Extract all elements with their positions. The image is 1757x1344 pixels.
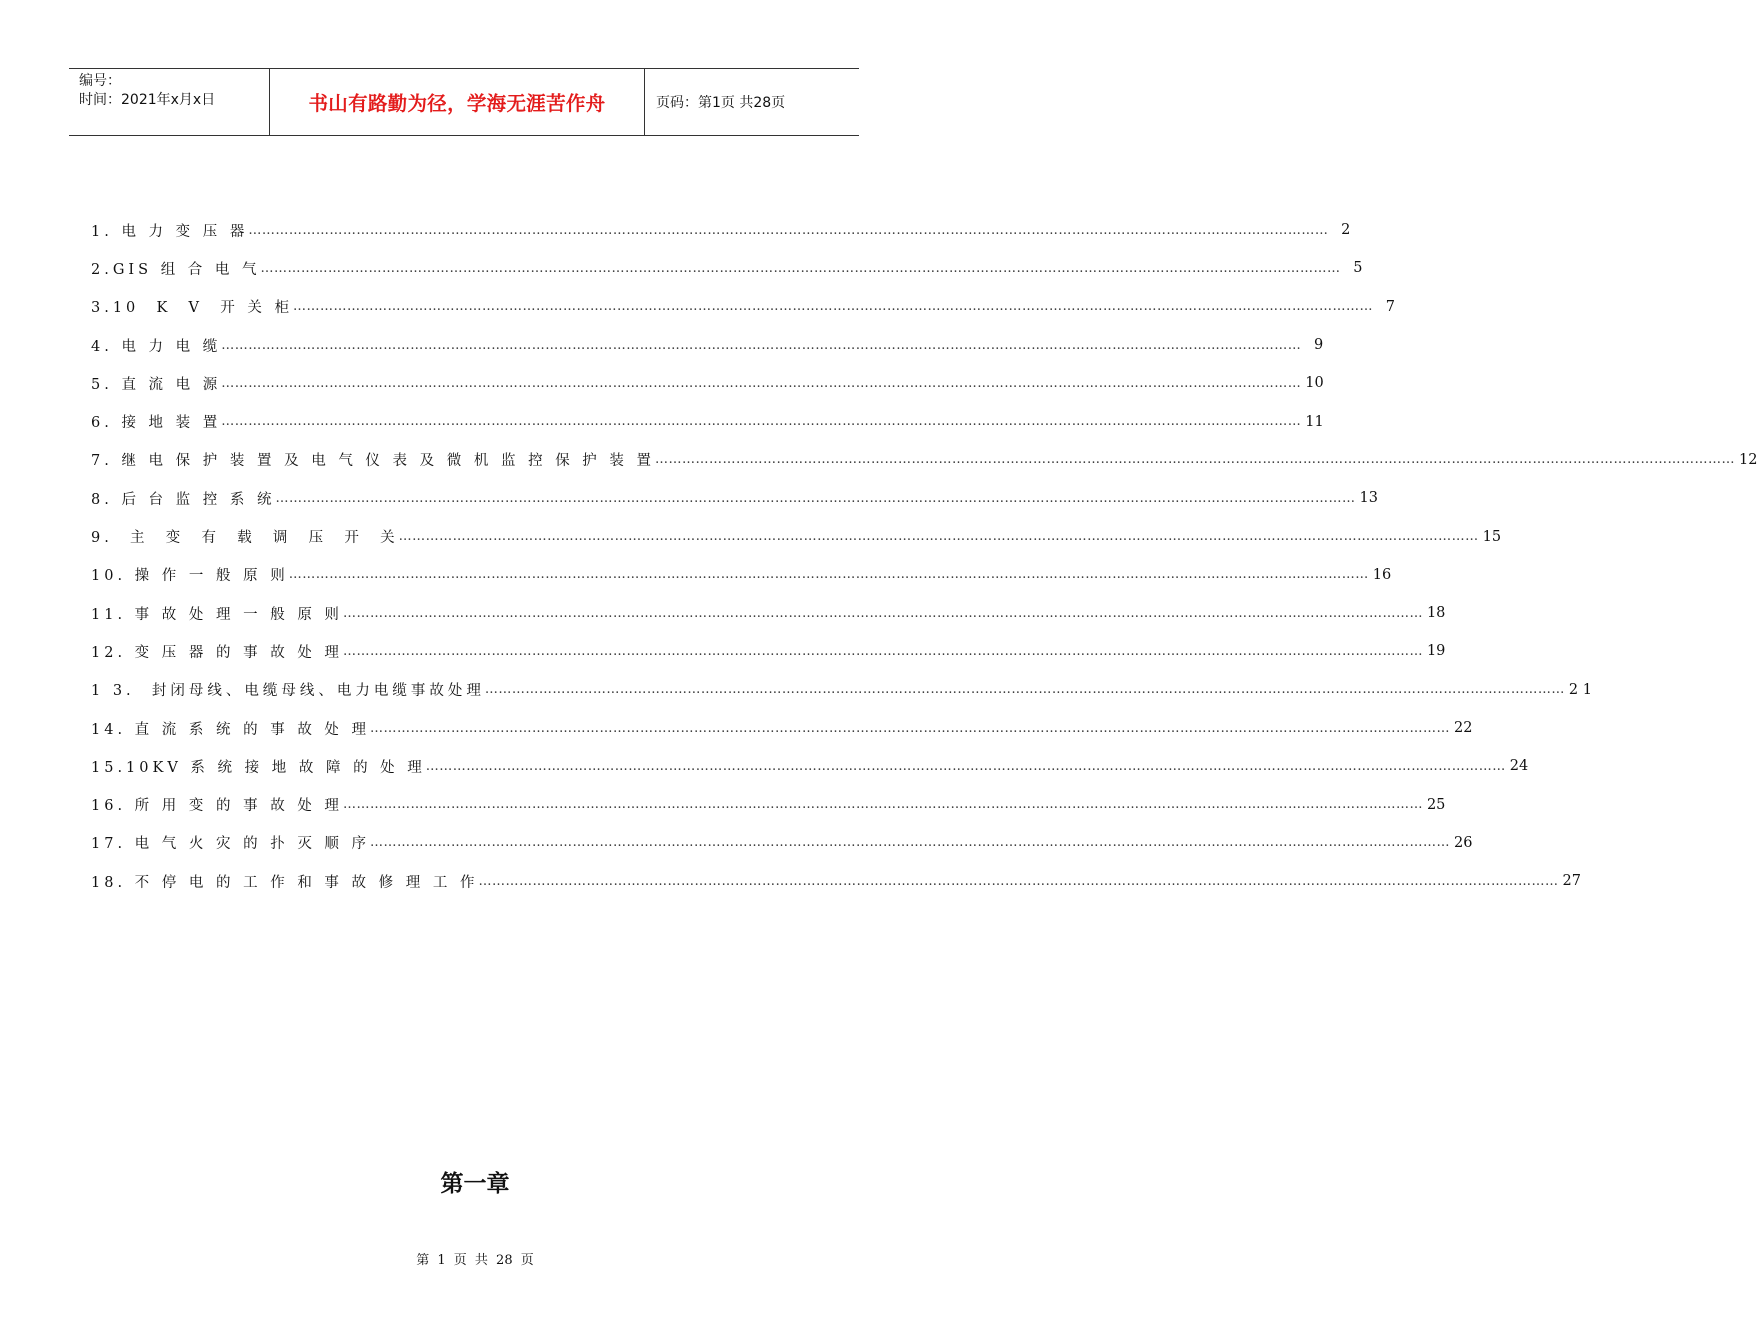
toc-entry[interactable] [91, 441, 1757, 479]
toc-entry-title: 1. 电 力 变 压 器 [91, 223, 249, 240]
toc-entry-page: 24 [1509, 758, 1529, 775]
toc-entry-title: 12. 变 压 器 的 事 故 处 理 [91, 644, 343, 661]
toc-entry[interactable] [91, 747, 1529, 785]
toc-entry-page: 26 [1454, 834, 1473, 851]
toc-entry-page: 25 [1426, 796, 1446, 813]
toc-entry[interactable] [91, 594, 1446, 632]
toc-entry[interactable] [91, 785, 1446, 823]
toc-entry-title: 3.10 K V 开 关 柜 [91, 300, 293, 317]
page-footer: 第 1 页 共 28 页 [416, 1253, 534, 1268]
toc-entry[interactable] [91, 824, 1473, 862]
chapter-heading: 第一章 [440, 1171, 510, 1197]
toc-entry-title: 10. 操 作 一 般 原 则 [91, 568, 289, 585]
toc-entry-page: 12 [1739, 451, 1757, 468]
toc-dot-leader: …………………………………………………………………………………………………………………………………………………………………………………………………………………… [342, 797, 1423, 813]
header-motto-cell [270, 69, 645, 135]
toc-dot-leader: …………………………………………………………………………………………………………………………………………………………………………………………………………………… [655, 452, 1736, 468]
header-page-info: 页码：第1页 共28页 [656, 95, 786, 111]
toc-dot-leader: …………………………………………………………………………………………………………………………………………………………………………………………………………………… [292, 299, 1373, 315]
toc-dot-leader: …………………………………………………………………………………………………………………………………………………………………………………………………………………… [248, 222, 1329, 238]
toc-entry-page: 2 [1341, 222, 1351, 239]
toc-dot-leader: …………………………………………………………………………………………………………………………………………………………………………………………………………………… [342, 605, 1423, 621]
toc-entry-title: 9. 主 变 有 载 调 压 开 关 [91, 530, 399, 547]
toc-entry-title: 15.10KV 系 统 接 地 故 障 的 处 理 [91, 759, 426, 776]
table-of-contents [91, 211, 1757, 900]
toc-entry-page: 9 [1314, 337, 1324, 354]
header-page-cell [645, 69, 859, 135]
toc-entry-title: 17. 电 气 火 灾 的 扑 灭 顺 序 [91, 836, 371, 853]
toc-entry-title: 7. 继 电 保 护 装 置 及 电 气 仪 表 及 微 机 监 控 保 护 装 置 [91, 453, 656, 470]
header-meta-cell [69, 69, 270, 135]
toc-dot-leader: …………………………………………………………………………………………………………………………………………………………………………………………………………………… [288, 567, 1369, 583]
toc-entry[interactable] [91, 288, 1395, 326]
toc-entry-page: 22 [1454, 720, 1473, 736]
toc-entry-page: 13 [1359, 490, 1378, 507]
toc-dot-leader: …………………………………………………………………………………………………………………………………………………………………………………………………………………… [370, 720, 1451, 736]
toc-entry-page: 27 [1562, 873, 1581, 890]
document-header [69, 68, 859, 136]
toc-entry-page: 15 [1482, 528, 1502, 545]
toc-entry[interactable] [91, 862, 1581, 900]
toc-dot-leader: …………………………………………………………………………………………………………………………………………………………………………………………………………………… [478, 873, 1559, 889]
toc-dot-leader: …………………………………………………………………………………………………………………………………………………………………………………………………………………… [425, 758, 1506, 774]
toc-entry[interactable] [91, 211, 1351, 249]
toc-dot-leader: …………………………………………………………………………………………………………………………………………………………………………………………………………………… [221, 414, 1302, 430]
toc-dot-leader: …………………………………………………………………………………………………………………………………………………………………………………………………………………… [398, 529, 1479, 545]
toc-entry[interactable] [91, 364, 1324, 402]
toc-entry-page: 7 [1385, 298, 1395, 315]
toc-dot-leader: …………………………………………………………………………………………………………………………………………………………………………………………………………………… [370, 835, 1451, 851]
toc-entry-title: 16. 所 用 变 的 事 故 处 理 [91, 798, 343, 815]
toc-entry[interactable] [91, 517, 1502, 555]
toc-entry[interactable] [91, 402, 1324, 440]
toc-entry-title: 2.GIS 组 合 电 气 [91, 261, 261, 278]
toc-entry-page: 2 1 [1568, 681, 1592, 698]
document-time-label: 时间：2021年x月x日 [79, 92, 216, 108]
toc-entry-page: 5 [1353, 260, 1363, 277]
toc-entry[interactable] [91, 479, 1378, 517]
toc-entry-page: 11 [1305, 413, 1324, 430]
toc-entry[interactable] [91, 556, 1392, 594]
toc-entry[interactable] [91, 671, 1592, 709]
toc-dot-leader: …………………………………………………………………………………………………………………………………………………………………………………………………………………… [342, 643, 1423, 659]
toc-entry[interactable] [91, 709, 1473, 747]
toc-entry[interactable] [91, 326, 1324, 364]
header-motto: 书山有路勤为径，学海无涯苦作舟 [308, 92, 606, 115]
document-number-label: 编号： [79, 73, 121, 89]
toc-entry-title: 11. 事 故 处 理 一 般 原 则 [91, 606, 343, 623]
toc-entry-page: 18 [1426, 605, 1446, 622]
toc-entry-title: 8. 后 台 监 控 系 统 [91, 491, 276, 508]
toc-entry-title: 5. 直 流 电 源 [91, 376, 222, 393]
toc-entry-page: 16 [1372, 566, 1392, 583]
toc-entry-title: 14. 直 流 系 统 的 事 故 处 理 [91, 721, 371, 738]
toc-entry-page: 19 [1426, 643, 1446, 660]
toc-entry-title: 6. 接 地 装 置 [91, 415, 222, 432]
toc-dot-leader: …………………………………………………………………………………………………………………………………………………………………………………………………………………… [221, 375, 1302, 391]
toc-entry-title: 4. 电 力 电 缆 [91, 338, 222, 355]
toc-dot-leader: …………………………………………………………………………………………………………………………………………………………………………………………………………………… [484, 682, 1565, 698]
toc-entry[interactable] [91, 632, 1446, 670]
toc-dot-leader: …………………………………………………………………………………………………………………………………………………………………………………………………………………… [221, 337, 1302, 353]
toc-dot-leader: …………………………………………………………………………………………………………………………………………………………………………………………………………………… [275, 490, 1356, 506]
toc-entry-title: 18. 不 停 电 的 工 作 和 事 故 修 理 工 作 [91, 874, 479, 891]
toc-dot-leader: …………………………………………………………………………………………………………………………………………………………………………………………………………………… [260, 260, 1341, 276]
toc-entry-title: 1 3. 封闭母线、电缆母线、电力电缆事故处理 [91, 683, 485, 700]
toc-entry[interactable] [91, 249, 1363, 287]
toc-entry-page: 10 [1305, 375, 1324, 392]
